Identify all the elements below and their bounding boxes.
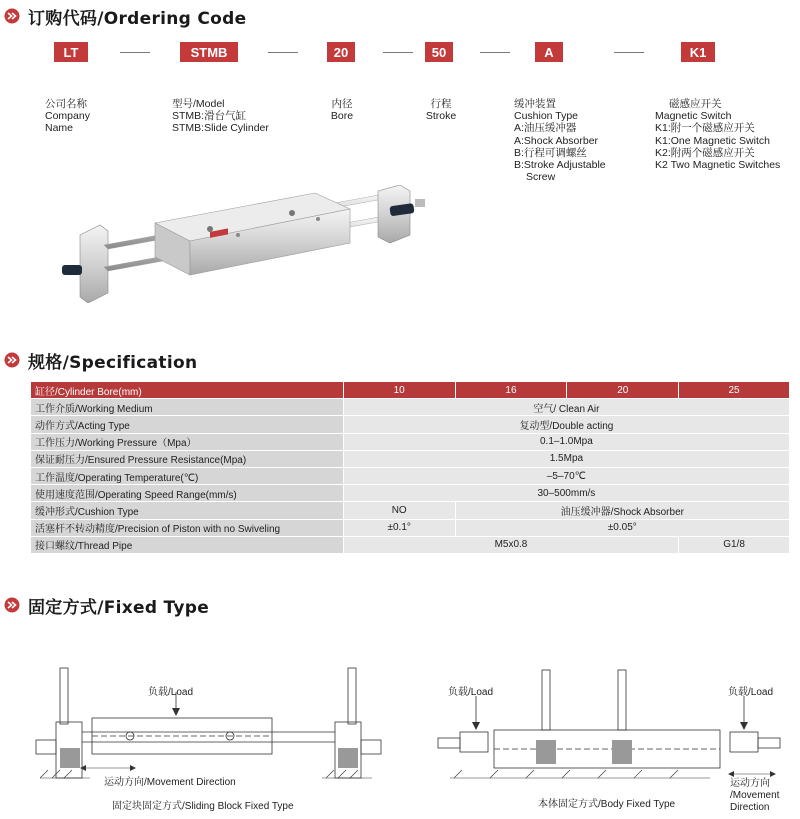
code-company: LT (54, 42, 88, 62)
code-stroke: 50 (425, 42, 453, 62)
code-dash (480, 52, 510, 53)
table-row: 保证耐压力/Ensured Pressure Resistance(Mpa) 1.5Mpa (31, 450, 790, 467)
desc-stroke: 行程 Stroke (425, 98, 457, 123)
code-dash (268, 52, 298, 53)
desc-model: 型号/Model STMB:滑台气缸 STMB:Slide Cylinder (172, 98, 269, 135)
code-switch: K1 (681, 42, 715, 62)
chevron-badge-icon (4, 597, 20, 613)
load-label-left: 负载/Load (448, 687, 494, 698)
header-label: 缸径/Cylinder Bore(mm) (31, 382, 344, 399)
header-bore: 20 (567, 382, 679, 399)
section-spec-header (4, 348, 197, 372)
desc-company: 公司名称 Company Name (45, 98, 90, 135)
table-header-row (31, 382, 790, 399)
desc-bore: 内径 Bore (330, 98, 354, 123)
load-label: 负载/Load (148, 687, 194, 698)
slide-cylinder-illustration (60, 185, 440, 303)
code-dash (383, 52, 413, 53)
code-cushion: A (535, 42, 563, 62)
desc-switch: 磁感应开关 Magnetic Switch K1:附一个磁感应开关 K1:One Magnetic Switch K2:附两个磁感应开关 K2 Two Magnetic Switches (655, 98, 781, 172)
code-dash (120, 52, 150, 53)
header-bore: 16 (455, 382, 567, 399)
table-row: 动作方式/Acting Type 复动型/Double acting (31, 416, 790, 433)
header-bore: 10 (343, 382, 455, 399)
ordering-code-row (0, 42, 800, 68)
table-row: 工作压力/Working Pressure（Mpa） 0.1–1.0Mpa (31, 433, 790, 450)
section-title: 订购代码/Ordering Code (28, 8, 247, 29)
specification-table (30, 381, 790, 554)
chevron-badge-icon (4, 352, 20, 368)
load-label-right: 负载/Load (728, 687, 774, 698)
section-ordering-header (4, 4, 246, 28)
movement-label: 运动方向/Movement Direction (104, 777, 236, 788)
table-row: 接口螺纹/Thread Pipe M5x0.8 G1/8 (31, 536, 790, 553)
body-fixed-diagram (430, 660, 790, 790)
section-title: 规格/Specification (28, 352, 198, 373)
diagram-caption: 固定块固定方式/Sliding Block Fixed Type (112, 801, 294, 812)
code-dash (614, 52, 644, 53)
table-row: 活塞杆不转动精度/Precision of Piston with no Swiveling ±0.1° ±0.05° (31, 519, 790, 536)
header-bore: 25 (679, 382, 790, 399)
table-row: 使用速度范围/Operating Speed Range(mm/s) 30–500mm/s (31, 485, 790, 502)
table-row: 工作介质/Working Medium 空气/ Clean Air (31, 399, 790, 416)
diagram-caption: 本体固定方式/Body Fixed Type (538, 799, 676, 810)
chevron-badge-icon (4, 8, 20, 24)
sliding-block-fixed-diagram (30, 660, 390, 790)
code-bore: 20 (327, 42, 355, 62)
table-row: 工作温度/Operating Temperature(℃) –5–70℃ (31, 467, 790, 484)
table-row: 缓冲形式/Cushion Type NO 油压缓冲器/Shock Absorber (31, 502, 790, 519)
desc-cushion: 缓冲装置 Cushion Type A:油压缓冲器 A:Shock Absorber B:行程可调螺丝 B:Stroke Adjustable Screw (514, 98, 606, 184)
movement-label: 运动方向 /Movement Direction (730, 778, 780, 813)
section-fixed-header (4, 593, 209, 617)
code-model: STMB (180, 42, 238, 62)
section-title: 固定方式/Fixed Type (28, 597, 210, 618)
